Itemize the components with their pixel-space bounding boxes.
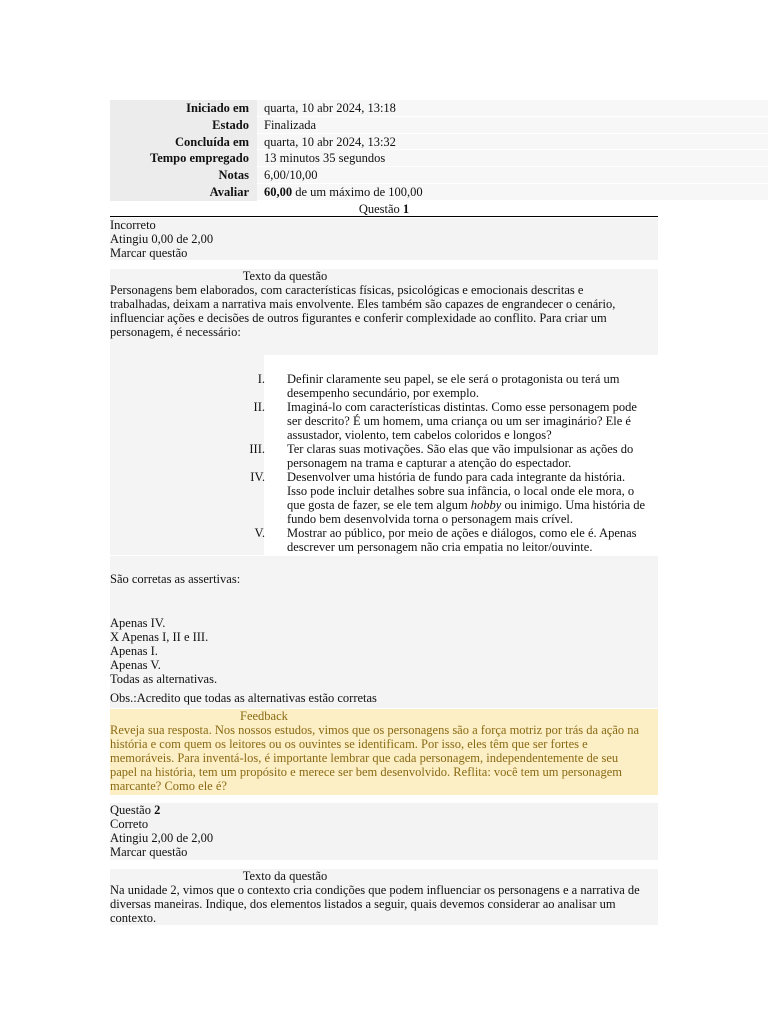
assertion-line: desempenho secundário, por exemplo.	[287, 386, 479, 400]
assertion-line: Isso pode incluir detalhes sobre sua infância, o local onde ele mora, o	[287, 484, 635, 498]
question-text-label: Texto da questão	[242, 869, 328, 883]
summary-row-marks	[110, 167, 768, 184]
assertion-number: IV.	[250, 470, 265, 484]
summary-label: Tempo empregado	[110, 150, 257, 167]
feedback-line: memoráveis. Para inventá-los, é importante lembrar que cada personagem, independentemente de seu	[110, 751, 619, 765]
flag-question-link[interactable]: Marcar questão	[110, 845, 188, 859]
question-1-info	[110, 218, 658, 260]
summary-label: Concluída em	[110, 134, 257, 151]
summary-label: Notas	[110, 167, 257, 184]
answer-option[interactable]: Apenas IV.	[110, 616, 166, 630]
summary-value: quarta, 10 abr 2024, 13:18	[257, 100, 768, 117]
feedback-box	[110, 709, 658, 795]
summary-row-completed	[110, 134, 768, 151]
question-intro-line: Na unidade 2, vimos que o contexto cria condições que podem influenciar os personagens e a narrativa de	[110, 883, 640, 897]
question-intro-line: personagem, é necessário:	[110, 325, 241, 339]
question-1-heading	[110, 202, 658, 217]
question-text-label: Texto da questão	[242, 269, 328, 283]
feedback-line: marcante? Como ele é?	[110, 779, 227, 793]
answer-option[interactable]: Apenas V.	[110, 658, 161, 672]
assertion-line: Ter claras suas motivações. São elas que vão impulsionar as ações do	[287, 442, 634, 456]
answer-note: Obs.:Acredito que todas as alternativas estão corretas	[110, 691, 377, 705]
question-heading-prefix: Questão	[110, 803, 155, 817]
question-intro-line: contexto.	[110, 911, 157, 925]
question-intro-line: influenciar ações e decisões de outros figurantes e conferir complexidade ao conflito. Para criar um	[110, 311, 607, 325]
summary-row-time	[110, 150, 768, 167]
summary-value	[257, 184, 768, 201]
summary-row-started	[110, 100, 768, 117]
question-intro-line: Personagens bem elaborados, com características físicas, psicológicas e emocionais descritas e	[110, 283, 584, 297]
summary-value: Finalizada	[257, 117, 768, 134]
assertion-emphasis: hobby	[470, 498, 502, 512]
question-2-text	[110, 869, 658, 925]
summary-label: Iniciado em	[110, 100, 257, 117]
assertion-line: Desenvolver uma história de fundo para cada integrante da história.	[287, 470, 626, 484]
summary-label: Estado	[110, 117, 257, 134]
feedback-text	[110, 709, 658, 793]
grade-suffix: de um máximo de 100,00	[292, 184, 423, 199]
question-status: Incorreto	[110, 218, 156, 232]
question-prompt: São corretas as assertivas:	[110, 572, 241, 586]
question-grade: Atingiu 2,00 de 2,00	[110, 831, 214, 845]
feedback-line: papel na história, tem um propósito e merece ser bem desenvolvido. Reflita: você tem um personagem	[110, 765, 622, 779]
assertion-line: Definir claramente seu papel, se ele será o protagonista ou terá um	[287, 372, 620, 386]
assertion-line: descrever um personagem não cria empatia no leitor/ouvinte.	[287, 540, 593, 554]
assertion-text	[287, 400, 659, 442]
assertion-fragment: ou inimigo. Uma história de	[501, 498, 646, 512]
question-number: 1	[402, 202, 410, 216]
summary-row-state	[110, 117, 768, 134]
question-number: 2	[154, 803, 161, 817]
attempt-summary	[110, 100, 768, 201]
question-heading	[110, 803, 658, 817]
assertion-fragment: que gosta de fazer, se ele tem algum	[287, 498, 471, 512]
question-grade: Atingiu 0,00 de 2,00	[110, 232, 214, 246]
assertion-text	[287, 526, 659, 554]
feedback-line: história e com quem os leitores ou os ouvintes se identificam. Por isso, eles têm que ser fortes e	[110, 737, 588, 751]
answer-option-selected[interactable]: X Apenas I, II e III.	[110, 630, 209, 644]
grade-score: 60,00	[264, 184, 293, 199]
answer-option[interactable]: Apenas I.	[110, 644, 158, 658]
assertion-number: III.	[249, 442, 265, 456]
question-2-info	[110, 803, 658, 860]
feedback-line: Reveja sua resposta. Nos nossos estudos, vimos que os personagens são a força motriz por trás da ação na	[110, 723, 640, 737]
summary-value: 6,00/10,00	[257, 167, 768, 184]
assertion-line: ser descrito? É um homem, uma criança ou um ser imaginário? Ele é	[287, 414, 631, 428]
assertion-number: II.	[253, 400, 265, 414]
assertion-text	[287, 470, 659, 526]
assertion-line: fundo bem desenvolvida torna o personagem mais crível.	[287, 512, 574, 526]
assertion-line: assustador, violento, tem cabelos coloridos e longos?	[287, 428, 552, 442]
assertion-text	[287, 372, 659, 400]
assertion-line: personagem na trama e capturar a atenção do espectador.	[287, 456, 572, 470]
feedback-label: Feedback	[240, 709, 288, 723]
flag-question-link[interactable]: Marcar questão	[110, 246, 188, 260]
assertion-line: Imaginá-lo com características distintas. Como esse personagem pode	[287, 400, 637, 414]
assertion-line	[287, 498, 659, 512]
summary-label: Avaliar	[110, 184, 257, 201]
assertion-line: Mostrar ao público, por meio de ações e diálogos, como ele é. Apenas	[287, 526, 637, 540]
question-intro-line: diversas maneiras. Indique, dos elementos listados a seguir, quais devemos considerar ao analisar um	[110, 897, 616, 911]
question-intro-line: trabalhadas, deixam a narrativa mais envolvente. Eles também são capazes de engrandecer o cenário,	[110, 297, 616, 311]
answer-options	[110, 616, 217, 686]
question-1-text	[110, 269, 658, 355]
question-status: Correto	[110, 817, 149, 831]
assertion-text	[287, 442, 659, 470]
summary-value: quarta, 10 abr 2024, 13:32	[257, 134, 768, 151]
assertion-number: I.	[257, 372, 265, 386]
summary-value: 13 minutos 35 segundos	[257, 150, 768, 167]
assertion-number: V.	[254, 526, 265, 540]
answer-option[interactable]: Todas as alternativas.	[110, 672, 218, 686]
question-heading-prefix: Questão	[358, 202, 403, 216]
summary-row-grade	[110, 184, 768, 201]
